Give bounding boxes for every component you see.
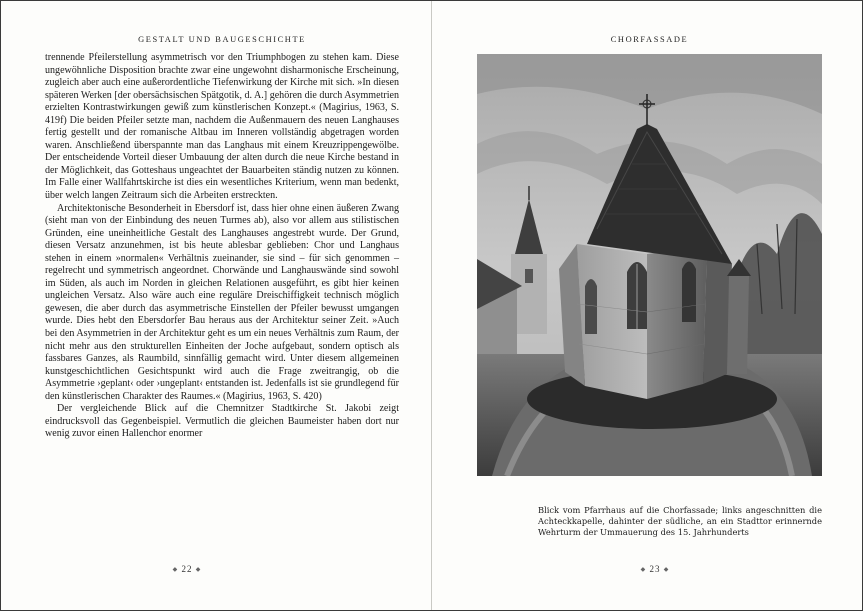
paragraph-3: Der vergleichende Blick auf die Chemnitzer Stadtkirche St. Jakobi zeigt eindrucksvoll das Gegenbeispiel. Vermutlich die gleichen Baumeister haben dort nur wenig zuvor einen Hallenchor enormer xyxy=(45,403,399,440)
gutter xyxy=(431,1,432,610)
page-number-right xyxy=(625,564,685,574)
body-text xyxy=(45,52,399,441)
page-number-left-value: 22 xyxy=(181,564,193,574)
page-number-right-value: 23 xyxy=(649,564,661,574)
church-photo xyxy=(477,54,822,476)
page-number-left xyxy=(157,564,217,574)
photo-caption: Blick vom Pfarrhaus auf die Chorfassade; links angeschnitten die Achteckkapelle, dahinter der südliche, an ein Stadttor erinnernde Wehrturm der Ummauerung des 15. Jahrhunderts xyxy=(538,505,822,537)
folio-ornament-icon: ◆ xyxy=(195,567,202,573)
folio-ornament-icon: ◆ xyxy=(640,567,647,573)
folio-ornament-icon: ◆ xyxy=(663,567,670,573)
paragraph-2: Architektonische Besonderheit in Ebersdorf ist, dass hier ohne einen äußeren Zwang (sieht man von der Einbindung des neuen Turmes ab), also vor allem aus stilistischen Gründen, eine uneinheitliche Gestalt des Langhauses angestrebt wurde. Der Grund, diesen Versatz anzunehmen, ist bis heute ablesbar geblieben: Chor und Langhaus stehen in einem »normalen« Verhältnis zueinander, sie sind – für sich genommen – regelrecht und symmetrisch angeordnet. Chorwände und Langhauswände sind sowohl im Süden, als auch im Norden in gleichen Relationen ausgeführt, es gibt hier keinen ungleichen Versatz. Also wäre auch eine reguläre Dreischiffigkeit technisch möglich gewesen, die aber durch das asymmetrische Einstellen der Pfeiler bewusst umgangen wurde. Dies hebt den Ebersdorfer Bau heraus aus der Architektur seiner Zeit. »Auch bei den Asymmetrien in der Architektur geht es um ein neues Verhältnis zum Raum, der nicht mehr aus den strukturellen Einheiten der Joche aufgebaut, sondern optisch als fassbares Ganzes, als Raumbild, sinnfällig gemacht wird. Unter diesem allgemeinen kunstgeschichtlichen Gesichtspunkt wird auch die Frage zweitrangig, ob die Asymmetrie ›geplant‹ oder ›ungeplant‹ entstanden ist. Jedenfalls ist sie grundlegend für den künstlerischen Charakter des Raumes.« (Magirius, 1963, S. 420) xyxy=(45,202,399,402)
running-head-left: GESTALT UND BAUGESCHICHTE xyxy=(138,35,306,44)
running-head-right: CHORFASSADE xyxy=(610,35,689,44)
paragraph-1: trennende Pfeilerstellung asymmetrisch vor den Triumphbogen zu stehen kam. Diese ungewöhnliche Disposition brachte zwar eine ungewohnt disharmonische Erscheinung, zugleich aber auch eine außerordentliche Tiefenwirkung der Kirche mit sich. »In diesen späteren Werken [der obersächsischen Spätgotik, d. A.] gehören die durch Asymmetrien erzielten Kontrastwirkungen gewiß zum künstlerischen Konzept.« (Magirius, 1963, S. 419f) Die beiden Pfeiler setzte man, nachdem die Außenmauern des neuen Langhauses fertig gestellt und der romanische Altbau im Inneren vollständig abgetragen worden waren. Anschließend überspannte man das Langhaus mit einem Kreuzrippengewölbe. Der entscheidende Vorteil dieser Umbauung der alten durch die neue Kirche bestand in der Möglichkeit, das Gotteshaus ungeachtet der Bauarbeiten ständig nutzen zu können. Im Falle einer Wallfahrtskirche ist dies ein wesentliches Kriterium, wenn man bedenkt, über welch langen Zeitraum sich die Arbeiten erstreckten. xyxy=(45,52,399,202)
folio-ornament-icon: ◆ xyxy=(172,567,179,573)
